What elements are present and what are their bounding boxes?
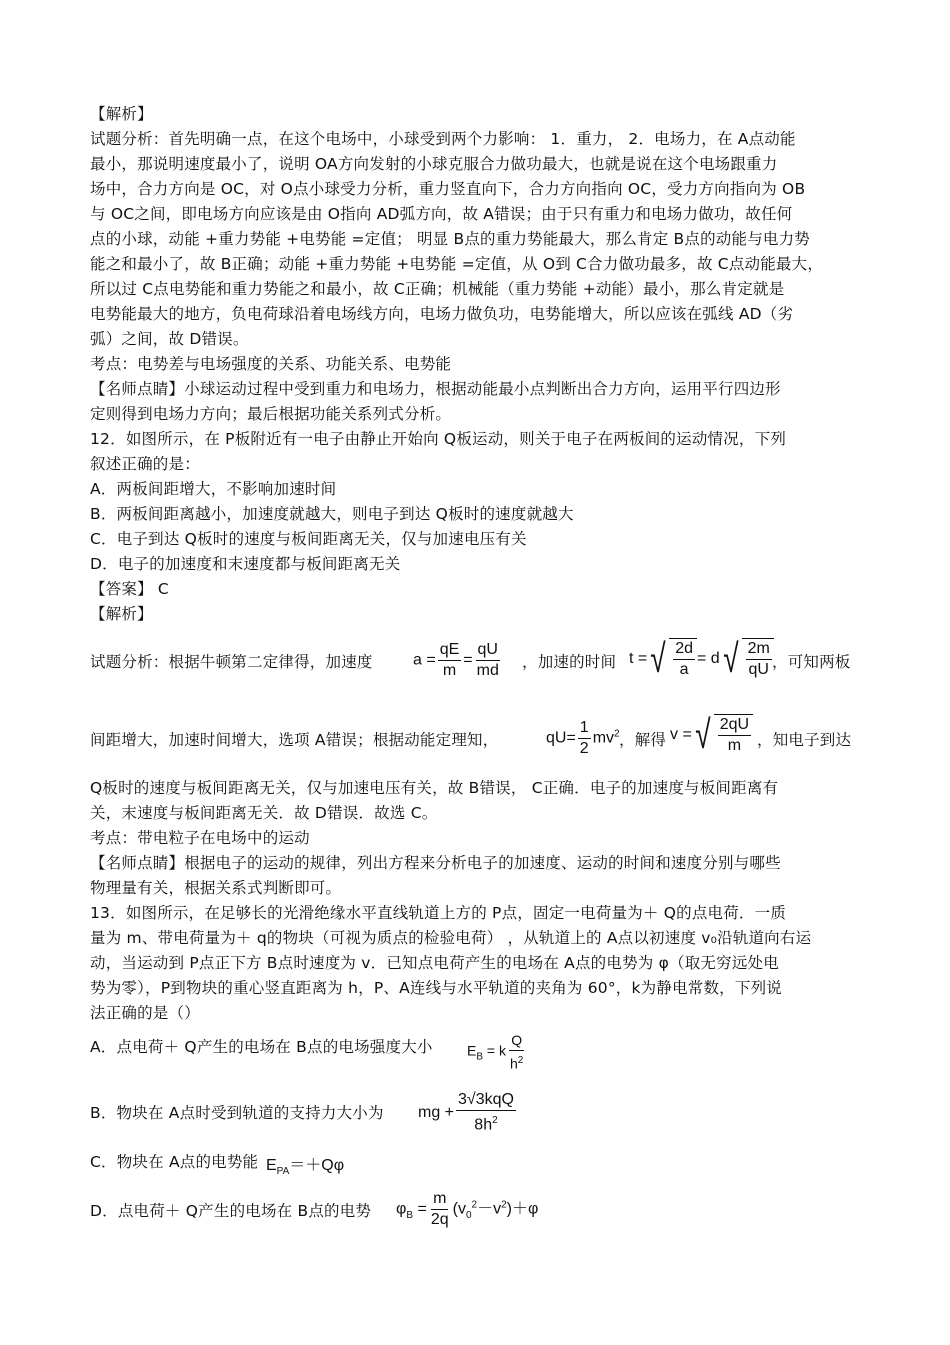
option-b: B．物块在 A点时受到轨道的支持力大小为	[90, 1104, 384, 1122]
analysis-text: 关，末速度与板间距离无关．故 D错误．故选 C。	[90, 804, 438, 822]
text-line: 定则得到电场力方向；最后根据功能关系列式分析。	[90, 405, 452, 423]
formula-potential: $\varphi_B$ = $\frac{m}{2q}$ $(v_0^2-v^2)+\varphi$	[396, 1190, 539, 1228]
text-line: 动，当运动到 P点正下方 B点时速度为 v．已知点电荷产生的电场在 A点的电势为 φ（取无穷远处电	[90, 954, 779, 972]
teacher-note: 【名师点睛】根据电子的运动的规律，列出方程来分析电子的加速度、运动的时间和速度分别与哪些	[90, 854, 781, 872]
heading-analysis: 【解析】	[90, 105, 153, 123]
question-13: 13．如图所示，在足够长的光滑绝缘水平直线轨道上方的 P点，固定一电荷量为＋ Q的点电荷．一质	[90, 904, 787, 922]
option-d: D．点电荷＋ Q产生的电场在 B点的电势	[90, 1202, 372, 1220]
text-line: 试题分析：首先明确一点，在这个电场中，小球受到两个力影响： 1．重力， 2．电场力，在 A点动能	[90, 130, 796, 148]
formula-velocity: v = √ $\frac{2qU}{m}$	[670, 714, 753, 756]
text-line: 电势能最大的地方，负电荷球沿着电场线方向，电场力做负功，电势能增大，所以应该在弧线 AD（劣	[90, 305, 794, 323]
formula-acceleration: a = $\frac{qE}{m}$ = $\frac{qU}{md}$	[413, 641, 499, 679]
exam-point: 考点：带电粒子在电场中的运动	[90, 829, 310, 847]
text-line: 量为 m、带电荷量为＋ q的物块（可视为质点的检验电荷） ，从轨道上的 A点以初速度 v₀沿轨道向右运	[90, 929, 812, 947]
analysis-text: ，解得	[619, 731, 667, 749]
text-line: 所以过 C点电势能和重力势能之和最小，故 C正确；机械能（重力势能 +动能）最小，那么肯定就是	[90, 280, 785, 298]
text-line: 与 OC之间，即电场方向应该是由 O指向 AD弧方向，故 A错误；由于只有重力和电场力做功，故任何	[90, 205, 793, 223]
analysis-text: 试题分析：根据牛顿第二定律得，加速度	[90, 653, 373, 671]
analysis-text: ，加速的时间	[522, 653, 617, 671]
option-c: C．电子到达 Q板时的速度与板间距离无关，仅与加速电压有关	[90, 530, 527, 548]
text-line: 物理量有关，根据关系式判断即可。	[90, 879, 342, 897]
text-line: 最小，那说明速度最小了，说明 OA方向发射的小球克服合力做功最大，也就是说在这个电场跟重力	[90, 155, 778, 173]
text-line: 势为零），P到物块的重心竖直距离为 h，P、A连线与水平轨道的夹角为 60°，k为静电常数，下列说	[90, 979, 782, 997]
analysis-text: ，知电子到达	[757, 731, 852, 749]
option-b: B．两板间距离越小，加速度就越大，则电子到达 Q板时的速度就越大	[90, 505, 574, 523]
answer: 【答案】 C	[90, 580, 169, 598]
teacher-note: 【名师点睛】小球运动过程中受到重力和电场力，根据动能最小点判断出合力方向，运用平行四边形	[90, 380, 781, 398]
formula-field-strength: $E_B = k$ $\frac{Q}{h^2}$	[467, 1032, 524, 1072]
exam-point: 考点：电势差与电场强度的关系、功能关系、电势能	[90, 355, 452, 373]
heading-analysis: 【解析】	[90, 605, 153, 623]
formula-energy: qU= $\frac{1}{2}$ $mv^2$	[546, 719, 620, 757]
option-d: D．电子的加速度和末速度都与板间距离无关	[90, 555, 401, 573]
question-12: 12．如图所示，在 P板附近有一电子由静止开始向 Q板运动，则关于电子在两板间的运动情况，下列	[90, 430, 787, 448]
formula-time: t = √ $\frac{2d}{a}$ = d √ $\frac{2m}{qU}$	[629, 638, 774, 680]
formula-support-force: mg + $\frac{\text{3√3kqQ}}{8h^2}$	[418, 1091, 514, 1134]
option-a: A．两板间距增大，不影响加速时间	[90, 480, 337, 498]
option-c: C．物块在 A点的电势能	[90, 1153, 259, 1171]
option-a: A．点电荷＋ Q产生的电场在 B点的电场强度大小	[90, 1038, 433, 1056]
analysis-text: 间距增大，加速时间增大，选项 A错误；根据动能定理知，	[90, 731, 499, 749]
formula-potential-energy: $E_{PA}=+Q\varphi$	[266, 1157, 345, 1178]
text-line: 弧）之间，故 D错误。	[90, 330, 249, 348]
text-line: 能之和最小了，故 B正确；动能 +重力势能 +电势能 =定值，从 O到 C合力做功最多，故 C点动能最大，	[90, 255, 824, 273]
analysis-text: Q板时的速度与板间距离无关，仅与加速电压有关，故 B错误， C正确．电子的加速度与板间距离有	[90, 779, 779, 797]
text-line: 点的小球，动能 +重力势能 +电势能 =定值； 明显 B点的重力势能最大，那么肯定 B点的动能与电力势	[90, 230, 810, 248]
analysis-text: ，可知两板	[772, 653, 851, 671]
text-line: 法正确的是（）	[90, 1004, 200, 1022]
text-line: 场中，合力方向是 OC，对 O点小球受力分析，重力竖直向下，合力方向指向 OC，受力方向指向为 OB	[90, 180, 806, 198]
text-line: 叙述正确的是：	[90, 455, 200, 473]
